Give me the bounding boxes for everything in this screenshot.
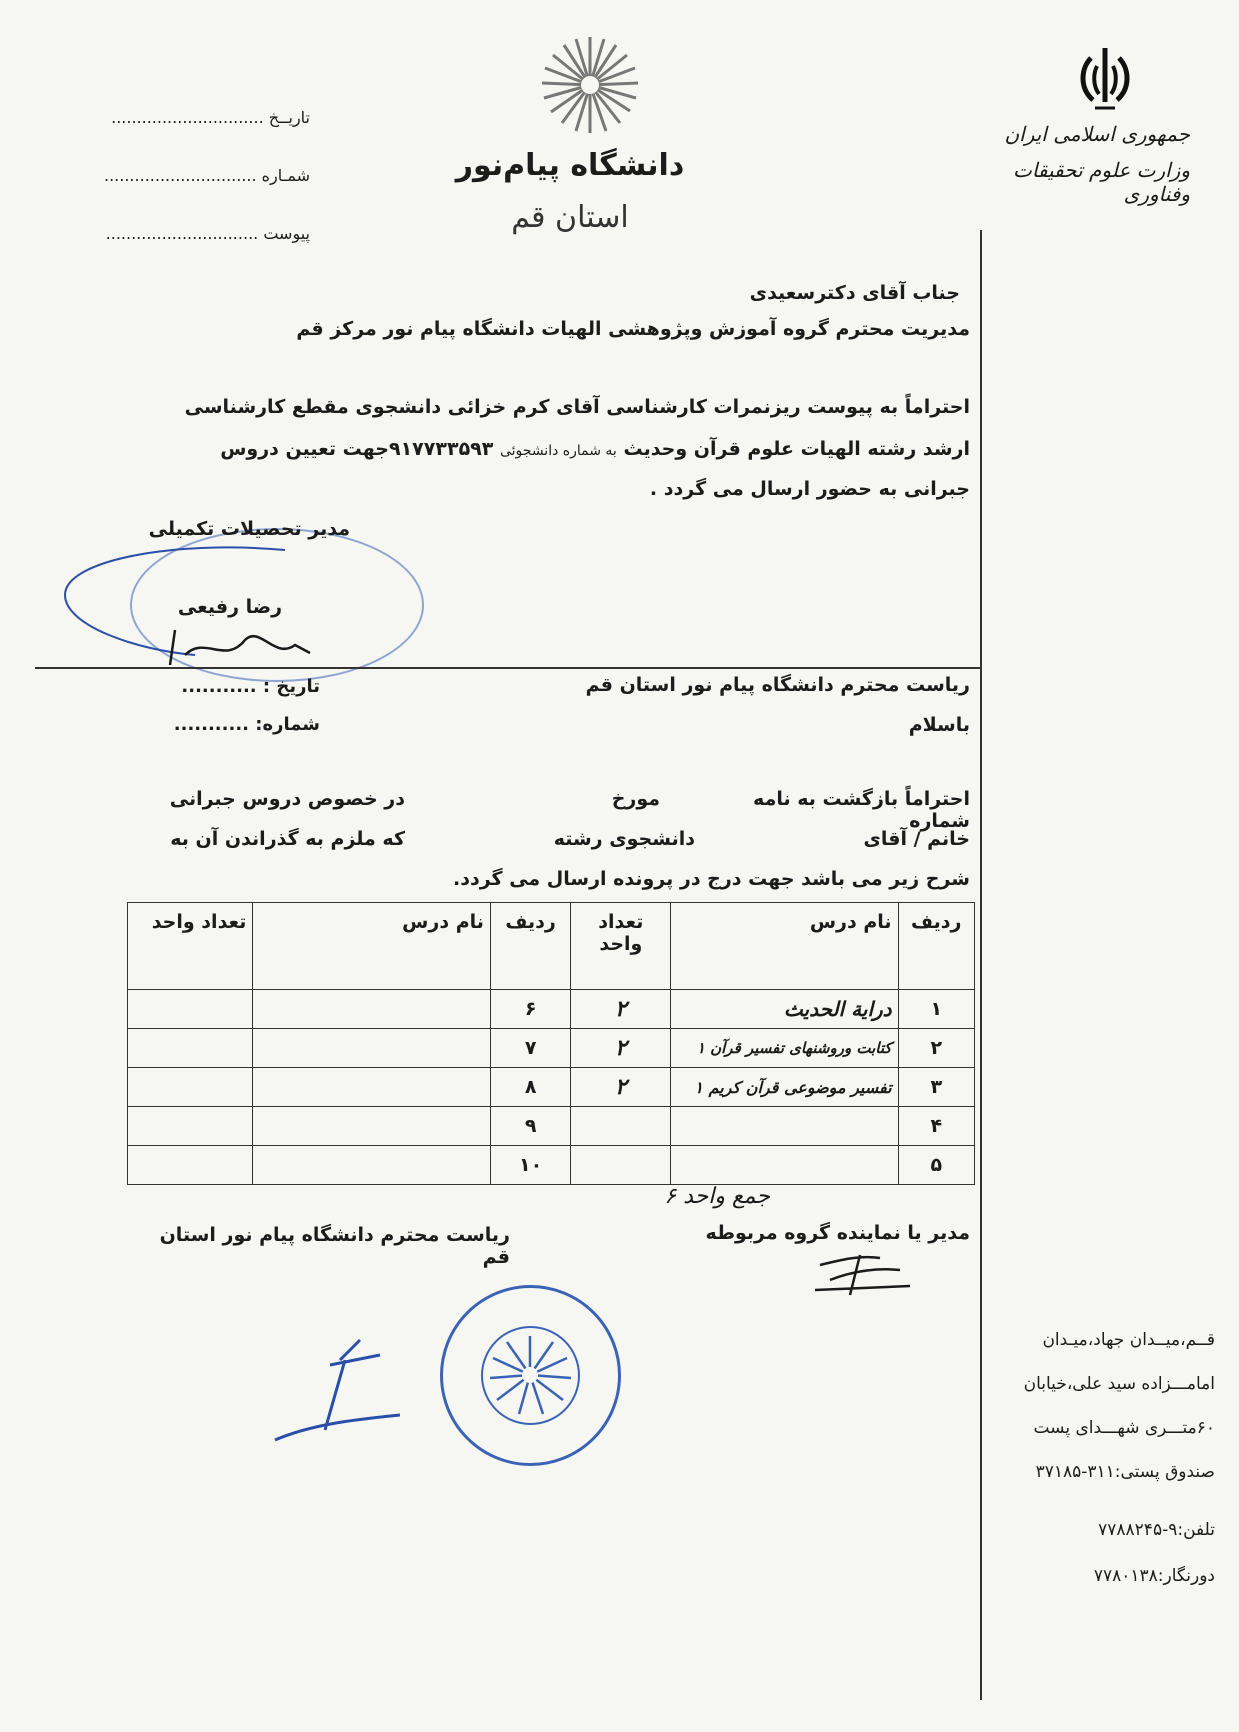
letter2-line3: شرح زیر می باشد جهت درج در پرونده ارسال می گردد. (453, 868, 970, 890)
date-dots: .............................. (111, 108, 264, 127)
letter2-number-dots: ........... (173, 714, 249, 735)
student-number-label: به شماره دانشجوئی (499, 443, 617, 459)
col-course-1: نام درس (671, 903, 898, 990)
student-number: ۹۱۷۷۳۳۵۹۳جهت تعیین دروس (220, 438, 494, 460)
letter2-addressee: ریاست محترم دانشگاه پیام نور استان قم (585, 674, 970, 696)
university-seal (440, 1285, 621, 1466)
letter1-addressee: مدیریت محترم گروه آموزش وپژوهشی الهیات دانشگاه پیام نور مرکز قم (296, 318, 970, 340)
course-name (253, 1029, 490, 1068)
president-label: ریاست محترم دانشگاه پیام نور استان قم (159, 1224, 510, 1268)
attachment-dots: .............................. (105, 224, 259, 243)
table-row (128, 1068, 975, 1107)
number-field (70, 166, 310, 185)
row-number: ۹ (490, 1107, 571, 1146)
seal-sunburst-icon (483, 1328, 578, 1423)
table-row (128, 1146, 975, 1185)
date-label: تاریــخ (268, 108, 310, 127)
number-label: شمـاره (261, 166, 310, 185)
letter2-date-label: تاریخ : (262, 676, 320, 697)
section-divider (35, 667, 980, 669)
course-units (128, 990, 253, 1029)
letter2-number-label: شماره: (255, 714, 320, 735)
group-rep-signature (800, 1250, 920, 1300)
courses-table (127, 902, 975, 1185)
col-row-2: ردیف (490, 903, 571, 990)
date-field (70, 108, 310, 127)
letter1-body-line1: احتراماً به پیوست ریزنمرات کارشناسی آقای کرم خزائی دانشجوی مقطع کارشناسی (184, 396, 970, 418)
row-number: ۱ (898, 990, 974, 1029)
row-number: ۶ (490, 990, 571, 1029)
course-name (253, 1107, 490, 1146)
course-name (253, 1068, 490, 1107)
course-units: ۲ (571, 1068, 671, 1107)
handwritten-signature-icon (165, 625, 315, 670)
row-number: ۵ (898, 1146, 974, 1185)
sunburst-logo-icon (540, 35, 640, 135)
row-number: ۱۰ (490, 1146, 571, 1185)
col-course-2: نام درس (253, 903, 490, 990)
row-number: ۲ (898, 1029, 974, 1068)
course-units (128, 1029, 253, 1068)
group-rep-label: مدیر یا نماینده گروه مربوطه (705, 1222, 970, 1244)
table-row (128, 1029, 975, 1068)
address-line: صندوق پستی:۳۱۱-۳۷۱۸۵ (1035, 1462, 1215, 1482)
letter2-line2-c: که ملزم به گذراندن آن به (170, 828, 405, 850)
emblem-icon (1065, 40, 1145, 120)
course-units (128, 1146, 253, 1185)
letter1-body-line2 (140, 438, 970, 460)
row-number: ۷ (490, 1029, 571, 1068)
handwritten-signature-icon (270, 1335, 410, 1445)
number-dots: .............................. (104, 166, 257, 185)
row-number: ۴ (898, 1107, 974, 1146)
col-row-1: ردیف (898, 903, 974, 990)
course-units (128, 1107, 253, 1146)
total-units-note: جمع واحد ۶ (664, 1184, 770, 1209)
president-signature (270, 1335, 410, 1445)
iran-emblem (1065, 40, 1145, 120)
letter2-line2-b: دانشجوی رشته (553, 828, 695, 850)
university-name: دانشگاه پیام‌نور (455, 148, 685, 183)
phone: تلفن:۹-۷۷۸۸۲۴۵ (1098, 1520, 1215, 1540)
table-row (128, 1107, 975, 1146)
address-block (985, 1318, 1215, 1494)
university-seal-inner (481, 1326, 580, 1425)
row-number: ۸ (490, 1068, 571, 1107)
address-line: قــم،میــدان جهاد،میـدان (1042, 1330, 1215, 1350)
course-name (671, 1146, 898, 1185)
letter2-date-dots: ........... (181, 676, 257, 697)
ministry-line2: وزارت علوم تحقیقات وفناوری (1012, 158, 1190, 206)
handwritten-signature-icon (800, 1250, 920, 1300)
course-units (571, 1146, 671, 1185)
course-units: ۲ (571, 1029, 671, 1068)
attachment-field (70, 224, 310, 243)
ministry-line1: جمهوری اسلامی ایران (1004, 122, 1190, 146)
letter2-line1-c: در خصوص دروس جبرانی (169, 788, 405, 810)
table-header-row (128, 903, 975, 990)
table-row (128, 990, 975, 1029)
letter2-greeting: باسلام (908, 714, 970, 736)
course-name: تفسیر موضوعی قرآن کریم ۱ (671, 1068, 898, 1107)
address-line: امامـــزاده سید علی،خیابان (1023, 1374, 1215, 1394)
attachment-label: پیوست (263, 224, 310, 243)
margin-rule (980, 230, 982, 1700)
letter2-number (150, 714, 320, 735)
course-units: ۲ (571, 990, 671, 1029)
fax: دورنگار:۷۷۸۰۱۳۸ (1093, 1566, 1215, 1586)
course-name (253, 1146, 490, 1185)
course-name: درایة الحدیث (671, 990, 898, 1029)
address-line: ۶۰متـــری شهـــدای پست (1033, 1418, 1215, 1438)
row-number: ۳ (898, 1068, 974, 1107)
letter2-line2-a: خانم / آقای (863, 828, 970, 850)
course-name (253, 990, 490, 1029)
letter2-line1-b: مورخ (611, 788, 660, 810)
course-name (671, 1107, 898, 1146)
university-logo (540, 35, 640, 135)
grad-studies-name: رضا رفیعی (177, 596, 283, 618)
grad-studies-signature (165, 625, 315, 670)
letter1-body-line3: جبرانی به حضور ارسال می گردد . (649, 478, 970, 500)
field-of-study: ارشد رشته الهیات علوم قرآن وحدیث (623, 438, 970, 460)
course-units (571, 1107, 671, 1146)
course-units (128, 1068, 253, 1107)
grad-studies-title: مدیر تحصیلات تکمیلی (148, 518, 350, 540)
course-name: کتابت وروشنهای تفسیر قرآن ۱ (671, 1029, 898, 1068)
letter2-date (150, 676, 320, 697)
col-units-1: تعداد واحد (571, 903, 671, 990)
col-units-2: تعداد واحد (128, 903, 253, 990)
letter2-line1-a: احتراماً بازگشت به نامه شماره (753, 788, 970, 832)
province-name: استان قم (511, 200, 629, 235)
salutation: جناب آقای دکترسعیدی (749, 282, 960, 304)
